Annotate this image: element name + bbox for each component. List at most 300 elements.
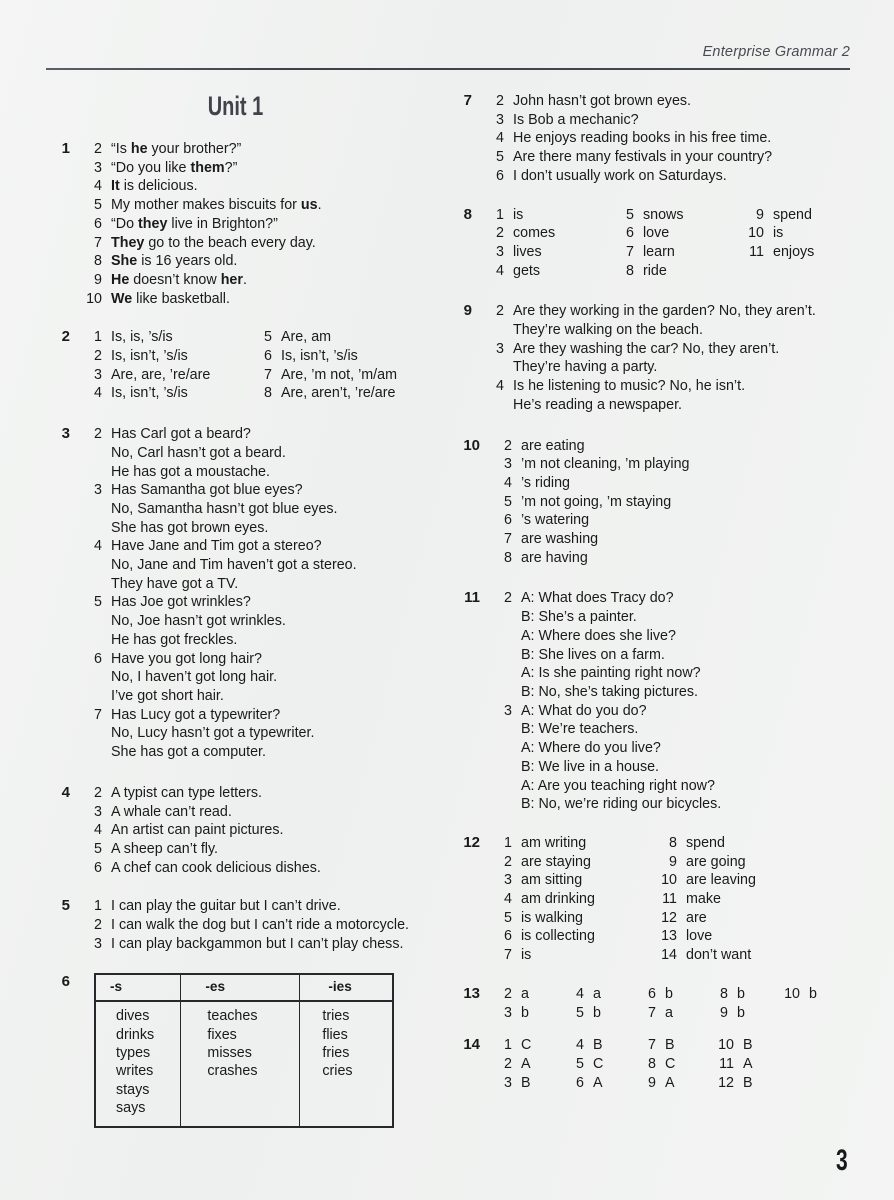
- answer-text: is: [773, 225, 784, 242]
- answer-text: Has Joe got wrinkles?: [111, 594, 251, 611]
- answer-number: 14: [661, 947, 677, 964]
- answer-number: 1: [504, 834, 512, 851]
- answer-line: [636, 1004, 708, 1023]
- answer-line: [82, 463, 441, 482]
- answer-line: [657, 946, 822, 965]
- answer-line: [82, 384, 252, 403]
- answer-line: [708, 1004, 780, 1023]
- answer-text: a: [593, 985, 601, 1002]
- answer-line: [82, 784, 441, 803]
- answer-number: 7: [648, 1004, 656, 1021]
- answer-text: is: [521, 947, 532, 964]
- answer-number: 9: [720, 1004, 728, 1021]
- exercise-4: [46, 784, 441, 878]
- answer-number: 4: [576, 985, 584, 1002]
- answer-text: A sheep can’t fly.: [111, 840, 219, 857]
- answer-number: 4: [576, 1037, 584, 1054]
- answer-text: A: What does Tracy do?: [521, 590, 674, 607]
- answer-text: Are, am: [281, 329, 332, 346]
- answer-number: 8: [94, 253, 102, 270]
- exercise-number: 1: [61, 140, 70, 157]
- answer-grid-column: [636, 985, 708, 1022]
- answer-text: I don’t usually work on Saturdays.: [513, 167, 727, 184]
- exercise-6: [46, 973, 441, 1127]
- answer-line: [714, 1074, 792, 1093]
- answer-line: [82, 593, 441, 612]
- exercise-body: [480, 834, 868, 965]
- answer-text: No, Carl hasn’t got a beard.: [111, 444, 286, 461]
- answer-number: 7: [504, 947, 512, 964]
- answer-line: [82, 668, 441, 687]
- answer-text: enjoys: [773, 243, 815, 260]
- answer-text: They go to the beach every day.: [111, 234, 316, 251]
- answer-line: [82, 252, 441, 271]
- answer-grid: [492, 834, 868, 965]
- answer-text: ride: [643, 262, 667, 279]
- answer-line: [492, 795, 868, 814]
- answer-text: b: [737, 985, 745, 1002]
- answer-text: C: [521, 1037, 532, 1054]
- answer-line: [492, 834, 657, 853]
- answer-number: 4: [496, 262, 504, 279]
- answer-number: 6: [576, 1074, 584, 1091]
- answer-number: 5: [94, 840, 102, 857]
- unit-title-wrap: [133, 91, 338, 122]
- answer-line: [744, 243, 874, 262]
- answer-line: [636, 985, 708, 1004]
- answer-text: ’m not going, ’m staying: [521, 493, 672, 510]
- answer-text: B: She lives on a farm.: [521, 646, 665, 663]
- answer-text: I can play the guitar but I can’t drive.: [111, 898, 341, 915]
- answer-text: b: [521, 1004, 529, 1021]
- answer-number: 2: [94, 348, 102, 365]
- answer-number: 10: [661, 872, 677, 889]
- exercise-11: [448, 589, 868, 813]
- answer-line: [82, 234, 441, 253]
- answer-text: snows: [643, 206, 684, 223]
- answer-line: [614, 206, 744, 225]
- answer-text: He has got a moustache.: [111, 463, 270, 480]
- answer-number: 2: [504, 1055, 512, 1072]
- answer-grid-column: [82, 328, 252, 403]
- answer-text: love: [686, 928, 713, 945]
- answer-number: 3: [504, 1074, 512, 1091]
- answer-line: [484, 340, 868, 359]
- answer-number: 9: [94, 271, 102, 288]
- answer-number: 7: [94, 706, 102, 723]
- answer-line: [492, 511, 868, 530]
- answer-text: spend: [686, 834, 725, 851]
- table-cell: [300, 1001, 393, 1126]
- answer-line: [484, 129, 868, 148]
- answer-line: [492, 946, 657, 965]
- answer-grid-column: [708, 985, 780, 1022]
- answer-line: [492, 493, 868, 512]
- answer-number: 5: [94, 197, 102, 214]
- answer-text: A: Is she painting right now?: [521, 665, 701, 682]
- answer-line: [484, 111, 868, 130]
- answer-number: 10: [86, 290, 102, 307]
- answer-number: 10: [748, 225, 764, 242]
- answer-text: A: Where does she live?: [521, 627, 676, 644]
- answer-line: [492, 777, 868, 796]
- answer-line: [82, 650, 441, 669]
- exercise-10: [448, 437, 868, 568]
- exercise-body: [472, 302, 868, 414]
- answer-text: ’s watering: [521, 512, 590, 529]
- answer-text: ’s riding: [521, 474, 571, 491]
- answer-number: 3: [94, 482, 102, 499]
- answer-text: is: [513, 206, 524, 223]
- answer-grid-column: [492, 985, 564, 1022]
- answer-line: [492, 739, 868, 758]
- answer-text: Has Lucy got a typewriter?: [111, 706, 281, 723]
- answer-text: b: [809, 985, 817, 1002]
- answer-text: No, Joe hasn’t got wrinkles.: [111, 613, 286, 630]
- answer-text: Has Samantha got blue eyes?: [111, 482, 303, 499]
- answer-number: 1: [94, 329, 102, 346]
- answer-text: I can play backgammon but I can’t play chess.: [111, 935, 404, 952]
- answer-line: [564, 1055, 636, 1074]
- answer-text: A whale can’t read.: [111, 803, 232, 820]
- answer-line: [492, 720, 868, 739]
- table-word: tries: [322, 1008, 350, 1025]
- answer-line: [484, 224, 614, 243]
- answer-text: John hasn’t got brown eyes.: [513, 93, 692, 109]
- answer-grid: [82, 328, 452, 403]
- answer-number: 11: [719, 1055, 734, 1072]
- exercise-number: 4: [61, 783, 70, 801]
- answer-text: gets: [513, 262, 541, 279]
- answer-line: [82, 840, 441, 859]
- answer-grid-column: [252, 328, 452, 403]
- answer-number: 5: [504, 493, 512, 510]
- answer-number: 3: [504, 872, 512, 889]
- answer-text: Are, aren’t, ’re/are: [281, 385, 396, 402]
- answer-number: 2: [496, 93, 504, 109]
- answer-text: B: She’s a painter.: [521, 609, 637, 626]
- answer-line: [492, 627, 868, 646]
- answer-text: He doesn’t know her.: [111, 271, 247, 288]
- answer-text: I can walk the dog but I can’t ride a motorcycle.: [111, 917, 410, 934]
- answer-text: An artist can paint pictures.: [111, 822, 284, 839]
- answer-text: B: [743, 1037, 753, 1054]
- answer-text: My mother makes biscuits for us.: [111, 197, 322, 214]
- answer-line: [484, 262, 614, 281]
- answer-line: [744, 224, 874, 243]
- exercise-number: 9: [463, 302, 472, 320]
- answer-grid: [492, 1036, 868, 1092]
- table-word: dives: [116, 1008, 150, 1025]
- table-word: cries: [322, 1063, 353, 1080]
- answer-number: 5: [94, 594, 102, 611]
- exercise-number: 2: [61, 328, 70, 346]
- answer-number: 5: [496, 149, 504, 166]
- answer-line: [614, 262, 744, 281]
- answer-text: He enjoys reading books in his free time.: [513, 130, 772, 147]
- exercise-body: [480, 1036, 868, 1092]
- answer-text: am writing: [521, 834, 587, 851]
- answer-number: 4: [496, 130, 504, 147]
- answer-number: 4: [94, 385, 102, 402]
- answer-line: [82, 140, 441, 159]
- table-word: teaches: [207, 1008, 258, 1025]
- exercise-body: [70, 328, 452, 403]
- answer-line: [636, 1074, 714, 1093]
- answer-line: [492, 589, 868, 608]
- answer-text: B: We live in a house.: [521, 758, 660, 775]
- answer-line: [484, 377, 868, 396]
- answer-number: 9: [669, 853, 677, 870]
- answer-number: 4: [94, 538, 102, 555]
- answer-number: 3: [94, 935, 102, 952]
- answer-number: 2: [504, 590, 512, 607]
- answer-line: [492, 1055, 564, 1074]
- exercise-body: [70, 140, 441, 308]
- table-header-row: [95, 974, 393, 1001]
- table-word: drinks: [116, 1026, 155, 1043]
- answer-number: 2: [504, 985, 512, 1002]
- answer-text: a: [665, 1004, 673, 1021]
- answer-grid-column: [492, 1036, 564, 1092]
- answer-text: A: [593, 1074, 603, 1091]
- answer-text: I’ve got short hair.: [111, 687, 224, 704]
- answer-line: [492, 1036, 564, 1055]
- exercise-5: [46, 897, 441, 953]
- answer-line: [82, 612, 441, 631]
- answer-text: are having: [521, 549, 588, 566]
- answer-text: Are there many festivals in your country?: [513, 149, 773, 166]
- answer-text: Has Carl got a beard?: [111, 426, 251, 443]
- answer-grid: [492, 985, 868, 1022]
- answer-number: 8: [669, 834, 677, 851]
- answer-line: [82, 366, 252, 385]
- table-word: flies: [322, 1026, 348, 1043]
- answer-number: 5: [626, 206, 634, 223]
- answer-line: [82, 347, 252, 366]
- exercise-body: [70, 784, 441, 878]
- answer-text: am drinking: [521, 891, 595, 908]
- exercise-body: [70, 973, 441, 1127]
- exercise-12: [448, 834, 868, 965]
- page-number: 3: [836, 1144, 848, 1177]
- answer-line: [82, 328, 252, 347]
- answer-text: Are they working in the garden? No, they aren’t.: [513, 303, 816, 320]
- exercise-number: 8: [463, 205, 472, 223]
- answer-number: 3: [504, 702, 512, 719]
- answer-number: 2: [504, 437, 512, 454]
- answer-number: 6: [94, 215, 102, 232]
- answer-line: [484, 396, 868, 415]
- table-word: says: [116, 1100, 146, 1117]
- answer-line: [252, 366, 452, 385]
- answer-text: Is, isn’t, ’s/is: [111, 348, 188, 365]
- answer-text: C: [665, 1055, 676, 1072]
- answer-line: [657, 871, 822, 890]
- answer-text: am sitting: [521, 872, 583, 889]
- answer-text: love: [643, 225, 670, 242]
- answer-text: ’m not cleaning, ’m playing: [521, 456, 690, 473]
- answer-text: Is Bob a mechanic?: [513, 111, 639, 128]
- exercise-body: [480, 985, 868, 1022]
- answer-number: 3: [94, 159, 102, 176]
- answer-number: 8: [648, 1055, 656, 1072]
- answer-text: Is, isn’t, ’s/is: [281, 348, 358, 365]
- answer-text: Is, is, ’s/is: [111, 329, 173, 346]
- answer-text: are going: [686, 853, 746, 870]
- answer-number: 2: [496, 303, 504, 320]
- answer-text: It is delicious.: [111, 178, 198, 195]
- exercise-7: [448, 92, 868, 186]
- exercise-body: [480, 589, 868, 813]
- answer-line: [82, 916, 441, 935]
- table-word: fixes: [207, 1026, 237, 1043]
- exercise-number: 13: [463, 984, 480, 1002]
- answer-text: A: [521, 1055, 531, 1072]
- answer-number: 1: [496, 206, 504, 223]
- answer-line: [492, 530, 868, 549]
- answer-line: [82, 897, 441, 916]
- answer-line: [484, 302, 868, 321]
- table-word: misses: [207, 1044, 252, 1061]
- answer-number: 7: [626, 243, 634, 260]
- answer-text: A: Are you teaching right now?: [521, 777, 715, 794]
- answer-line: [492, 909, 657, 928]
- answer-grid-column: [714, 1036, 792, 1092]
- answer-line: [614, 224, 744, 243]
- answer-text: is walking: [521, 909, 583, 926]
- answer-line: [492, 702, 868, 721]
- answer-text: No, Lucy hasn’t got a typewriter.: [111, 725, 315, 742]
- exercise-body: [472, 206, 874, 281]
- answer-text: No, I haven’t got long hair.: [111, 669, 278, 686]
- answer-line: [492, 437, 868, 456]
- table-row: [95, 1001, 393, 1126]
- answer-line: [484, 92, 868, 111]
- answer-text: A: [743, 1055, 753, 1072]
- answer-number: 4: [504, 891, 512, 908]
- answer-line: [82, 159, 441, 178]
- answer-number: 2: [94, 917, 102, 934]
- answer-line: [252, 384, 452, 403]
- answer-number: 7: [648, 1037, 656, 1054]
- answer-number: 8: [626, 262, 634, 279]
- answer-line: [82, 631, 441, 650]
- answer-number: 5: [576, 1004, 584, 1021]
- answer-text: She is 16 years old.: [111, 253, 238, 270]
- answer-text: B: [521, 1074, 531, 1091]
- answer-text: They’re walking on the beach.: [513, 322, 703, 339]
- exercise-13: [448, 985, 868, 1022]
- table-cell: [95, 1001, 181, 1126]
- answer-line: [484, 206, 614, 225]
- exercise-body: [480, 437, 868, 568]
- answer-number: 2: [504, 853, 512, 870]
- table-word: types: [116, 1044, 151, 1061]
- answer-line: [82, 537, 441, 556]
- answer-line: [82, 743, 441, 762]
- answer-number: 3: [496, 243, 504, 260]
- table-cell: [181, 1001, 300, 1126]
- answer-number: 9: [648, 1074, 656, 1091]
- answer-grid-column: [564, 985, 636, 1022]
- answer-grid: [484, 206, 874, 281]
- answer-number: 3: [504, 1004, 512, 1021]
- answer-text: learn: [643, 243, 675, 260]
- exercise-number: 14: [463, 1036, 480, 1054]
- answer-line: [492, 646, 868, 665]
- exercise-body: [472, 92, 868, 186]
- answer-number: 5: [264, 329, 272, 346]
- answer-text: A: Where do you live?: [521, 740, 661, 757]
- answer-number: 3: [496, 111, 504, 128]
- answer-number: 11: [749, 243, 764, 260]
- unit-title: Unit 1: [207, 91, 264, 121]
- answer-text: Are, ’m not, ’m/am: [281, 366, 397, 383]
- answer-line: [484, 148, 868, 167]
- answer-number: 4: [496, 378, 504, 395]
- table-word: crashes: [207, 1063, 258, 1080]
- answer-number: 1: [94, 898, 102, 915]
- answer-line: [82, 271, 441, 290]
- answer-text: are washing: [521, 531, 599, 548]
- answer-text: He’s reading a newspaper.: [513, 396, 683, 413]
- answer-number: 12: [718, 1074, 734, 1091]
- answer-number: 10: [718, 1037, 734, 1054]
- answer-line: [82, 519, 441, 538]
- answer-line: [82, 724, 441, 743]
- answer-grid-column: [657, 834, 822, 965]
- answer-number: 3: [504, 456, 512, 473]
- answer-text: A typist can type letters.: [111, 784, 262, 801]
- answer-number: 2: [496, 225, 504, 242]
- answer-number: 9: [756, 206, 764, 223]
- answer-number: 7: [94, 234, 102, 251]
- answer-number: 7: [264, 366, 272, 383]
- answer-number: 4: [94, 178, 102, 195]
- answer-text: b: [737, 1004, 745, 1021]
- answer-line: [492, 927, 657, 946]
- exercise-number: 10: [463, 436, 480, 454]
- answer-text: Is, isn’t, ’s/is: [111, 385, 188, 402]
- answer-line: [492, 890, 657, 909]
- exercise-1: [46, 140, 441, 308]
- answer-line: [492, 455, 868, 474]
- answer-number: 8: [264, 385, 272, 402]
- table-header-cell: -es: [181, 974, 300, 1001]
- answer-line: [252, 328, 452, 347]
- answer-line: [657, 909, 822, 928]
- table-word: writes: [116, 1063, 154, 1080]
- answer-line: [484, 167, 868, 186]
- answer-text: are: [686, 909, 707, 926]
- answer-text: “Is he your brother?”: [111, 141, 242, 157]
- answer-line: [564, 1074, 636, 1093]
- answer-line: [780, 985, 852, 1004]
- table-header-cell: -s: [95, 974, 181, 1001]
- answer-text: are leaving: [686, 872, 756, 889]
- exercise-14: [448, 1036, 868, 1092]
- answer-text: They have got a TV.: [111, 575, 239, 592]
- answer-text: is collecting: [521, 928, 595, 945]
- answer-grid-column: [614, 206, 744, 281]
- answer-line: [492, 853, 657, 872]
- answer-text: A: [665, 1074, 675, 1091]
- answer-line: [82, 500, 441, 519]
- exercise-number: 7: [463, 92, 472, 109]
- answer-line: [492, 985, 564, 1004]
- answer-number: 7: [504, 531, 512, 548]
